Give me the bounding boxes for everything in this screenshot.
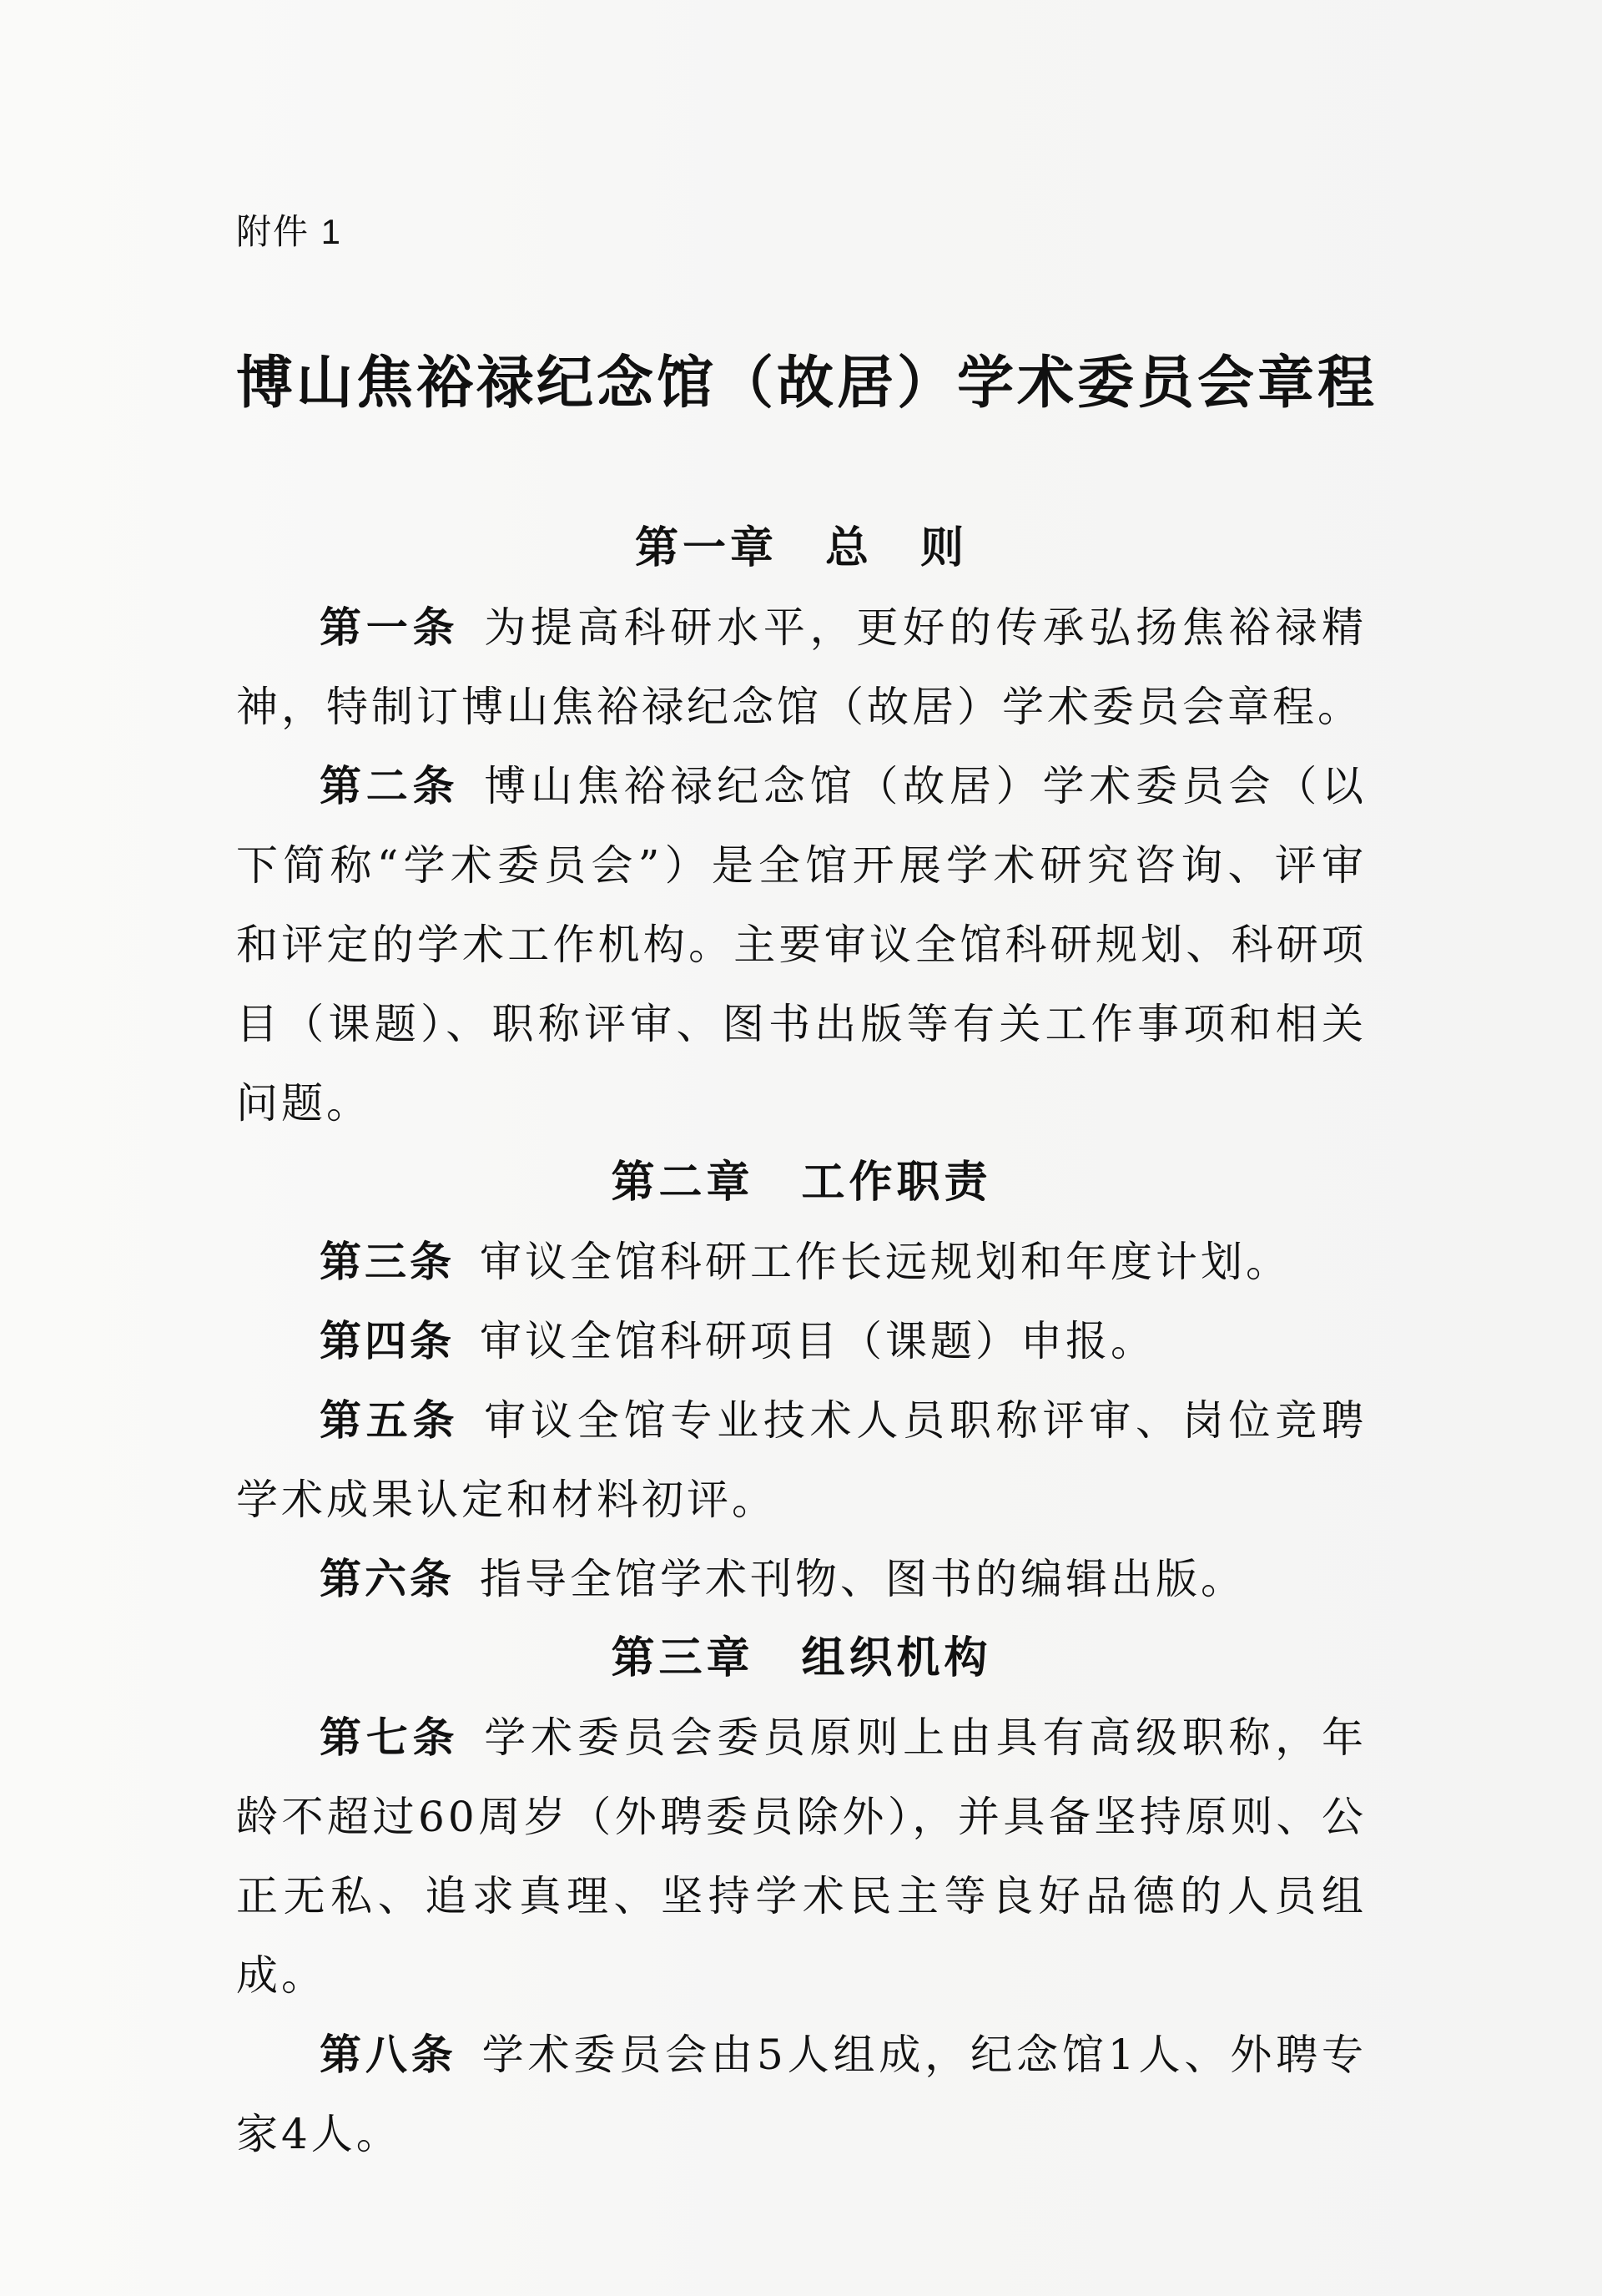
- article-paragraph: [236, 1302, 1367, 1381]
- article-text: 审议全馆科研工作长远规划和年度计划。: [480, 1238, 1291, 1286]
- document-body: [236, 509, 1367, 2174]
- chapter-heading: 第二章 工作职责: [611, 1158, 992, 1208]
- article-text: 学术委员会委员原则上由具有高级职称，年龄不超过60周岁（外聘委员除外），并具备坚持原则、公正无私、追求真理、坚持学术民主等良好品德的人员组成。: [236, 1713, 1368, 2000]
- article-label: 第一条: [320, 603, 460, 652]
- chapter-heading: 第三章 组织机构: [611, 1633, 992, 1683]
- article-label: 第六条: [320, 1555, 455, 1603]
- article-text: 博山焦裕禄纪念馆（故居）学术委员会（以下简称“学术委员会”）是全馆开展学术研究咨询、评审和评定的学术工作机构。主要审议全馆科研规划、科研项目（课题）、职称评审、图书出版等有关工作事项和相关问题。: [236, 762, 1368, 1128]
- article-paragraph: [236, 1381, 1367, 1540]
- article-label: 第八条: [320, 2031, 457, 2079]
- article-label: 第五条: [320, 1396, 460, 1445]
- page-title: 博山焦裕禄纪念馆（故居）学术委员会章程: [236, 351, 1378, 416]
- article-paragraph: [236, 588, 1367, 747]
- article-paragraph: [236, 1540, 1367, 1619]
- annex-label: 附件 1: [236, 212, 343, 251]
- article-paragraph: [236, 2016, 1367, 2174]
- article-paragraph: [236, 1223, 1367, 1302]
- article-label: 第三条: [320, 1238, 455, 1286]
- article-text: 指导全馆学术刊物、图书的编辑出版。: [480, 1555, 1246, 1603]
- article-paragraph: [236, 747, 1367, 1143]
- article-label: 第四条: [320, 1317, 455, 1365]
- article-text: 审议全馆科研项目（课题）申报。: [480, 1317, 1156, 1365]
- article-text: 学术委员会由5人组成，纪念馆1人、外聘专家4人。: [236, 2031, 1368, 2158]
- article-text: 审议全馆专业技术人员职称评审、岗位竞聘学术成果认定和材料初评。: [236, 1396, 1368, 1524]
- chapter-heading: 第一章 总 则: [634, 523, 968, 573]
- article-text: 为提高科研水平，更好的传承弘扬焦裕禄精神，特制订博山焦裕禄纪念馆（故居）学术委员会章程。: [236, 603, 1368, 731]
- article-label: 第二条: [320, 762, 460, 810]
- article-paragraph: [236, 1698, 1367, 2016]
- article-label: 第七条: [320, 1713, 460, 1762]
